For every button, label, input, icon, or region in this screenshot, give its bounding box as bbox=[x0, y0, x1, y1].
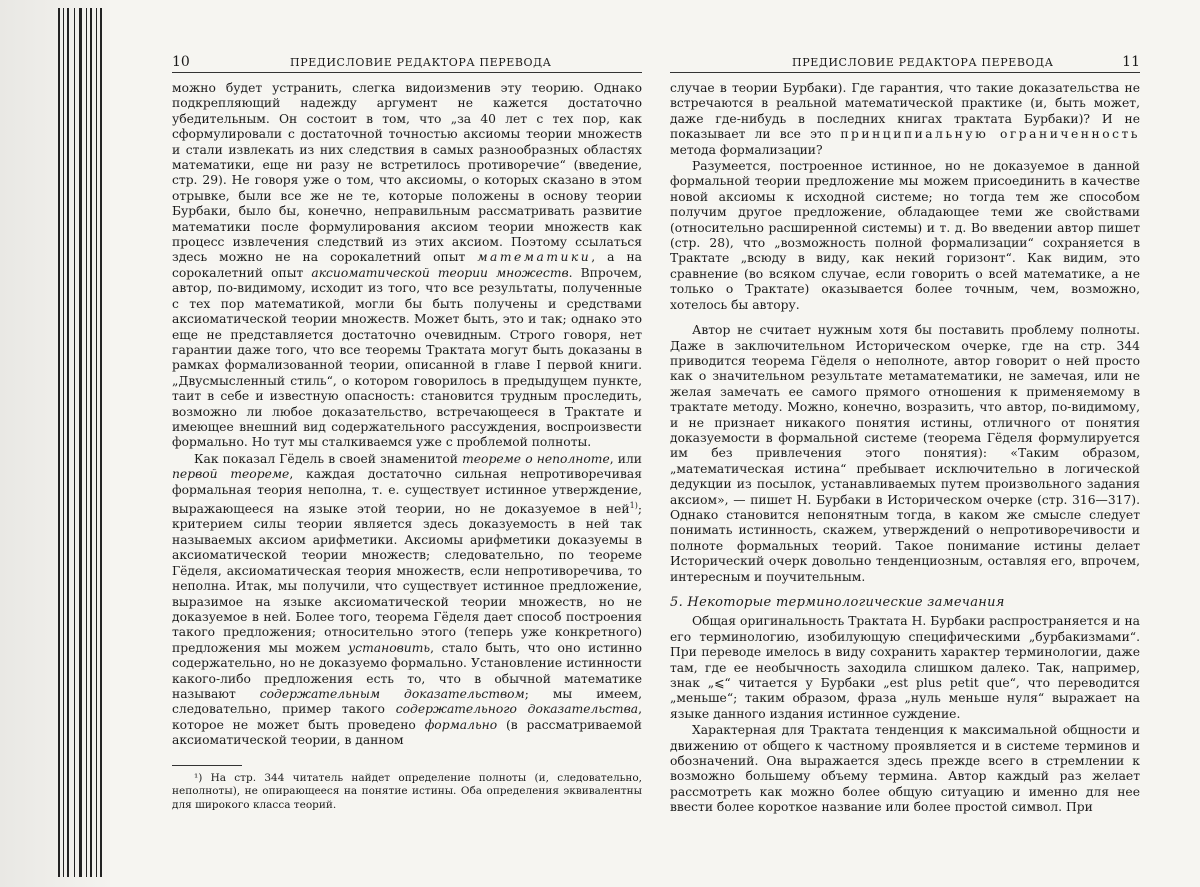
page-number: 11 bbox=[1122, 54, 1140, 70]
paragraph: Общая оригинальность Трактата Н. Бурбаки распространяется и на его терминологию, изобилующую специфическими „бурбакизмами“. При переводе имелось в виду сохранить характер терминологии, даже там, где ее необычность заходила слишком далеко. Так, например, знак „⩽“ читается у Бурбаки „est plus petit que“, что переводится „меньше“; таким образом, фраза „нуль меньше нуля“ выражает на языке данного издания истинное суждение. bbox=[670, 614, 1140, 722]
right-page bbox=[670, 52, 1140, 816]
right-page-header bbox=[670, 52, 1140, 72]
left-page bbox=[172, 52, 642, 812]
paragraph: случае в теории Бурбаки). Где гарантия, что такие доказательства не встречаются в реальной математической практике (и, быть может, даже где-нибудь в последних книгах трактата Бурбаки)? И не показывает ли все это принципиальную ограниченность метода формализации? bbox=[670, 81, 1140, 158]
paragraph: Автор не считает нужным хотя бы поставить проблему полноты. Даже в заключительном Историческом очерке, где на стр. 344 приводится теорема Гёделя о неполноте, автор говорит о ней просто как о значительном результате метаматематики, не замечая, или не желая замечать ее самого прямого отношения к применяемому в трактате методу. Можно, конечно, возразить, что автор, по-видимому, и не признает никакого понятия истины, отличного от понятия доказуемости в формальной системе (теорема Гёделя формулируется им без привлечения этого понятия): «Таким образом, „математическая истина“ пребывает исключительно в логической дедукции из посылок, устанавливаемых путем произвольного задания аксиом», — пишет Н. Бурбаки в Историческом очерке (стр. 316—317). Однако становится непонятным тогда, в каком же смысле следует понимать истинность, скажем, утверждений о непротиворечивости и полноте формальных теорий. Такое понимание истины делает Исторический очерк довольно тенденциозным, оставляя его, впрочем, интересным и поучительным. bbox=[670, 323, 1140, 585]
right-page-body bbox=[670, 81, 1140, 816]
paragraph: Характерная для Трактата тенденция к максимальной общности и движению от общего к частному проявляется и в системе терминов и обозначений. Она выражается здесь прежде всего в стремлении к возможно большему объему термина. Автор каждый раз желает рассмотреть как можно более общую ситуацию и именно для нее ввести более короткое название или более простой символ. При bbox=[670, 723, 1140, 815]
paragraph: Как показал Гёдель в своей знаменитой теореме о неполноте, или первой теореме, каждая достаточно сильная непротиворечивая формальная теория неполна, т. е. существует истинное утверждение, выражающееся на языке этой теории, но не доказуемое в ней1); критерием силы теории является здесь доказуемость в ней так называемых аксиом арифметики. Аксиомы арифметики доказуемы в аксиоматической теории множеств; следовательно, по теореме Гёделя, аксиоматическая теория множеств, если непротиворечива, то неполна. Итак, мы получили, что существует истинное предложение, выразимое на языке аксиоматической теории множеств, но не доказуемое в ней. Более того, теорема Гёделя дает способ построения такого предложения; относительно этого (теперь уже конкретного) предложения мы можем установить, стало быть, что оно истинно содержательно, но не доказуемо формально. Установление истинности какого-либо предложения есть то, что в обычной математике называют содержательным доказательством; мы имеем, следовательно, пример такого содержательного доказательства, которое не может быть проведено формально (в рассматриваемой аксиоматической теории, в данном bbox=[172, 452, 642, 749]
footnote: ¹) На стр. 344 читатель найдет определение полноты (и, следовательно, неполноты), не опирающееся на понятие истины. Оба определения эквивалентны для широкого класса теорий. bbox=[172, 772, 642, 813]
header-rule bbox=[172, 72, 642, 73]
page-number: 10 bbox=[172, 54, 190, 70]
running-head: ПРЕДИСЛОВИЕ РЕДАКТОРА ПЕРЕВОДА bbox=[290, 56, 552, 69]
footnote-rule bbox=[172, 765, 242, 766]
book-binding-edge bbox=[0, 0, 110, 887]
header-rule bbox=[670, 72, 1140, 73]
paragraph: Разумеется, построенное истинное, но не доказуемое в данной формальной теории предложение мы можем присоединить в качестве новой аксиомы к исходной системе; но тогда тем же способом получим другое предложение, обладающее теми же свойствами (относительно расширенной системы) и т. д. Во введении автор пишет (стр. 28), что „возможность полной формализации“ сохраняется в Трактате „всюду в виду, как некий горизонт“. Как видим, это сравнение (во всяком случае, если говорить о всей математике, а не только о Трактате) оказывается более точным, чем, возможно, хотелось бы автору. bbox=[670, 159, 1140, 313]
paragraph: можно будет устранить, слегка видоизменив эту теорию. Однако подкрепляющий надежду аргумент не кажется достаточно убедительным. Он состоит в том, что „за 40 лет с тех пор, как сформулировали с достаточной точностью аксиомы теории множеств и стали извлекать из них следствия в самых разнообразных областях математики, еще ни разу не встретилось противоречие“ (введение, стр. 29). Не говоря уже о том, что аксиомы, о которых сказано в этом отрывке, были все же не те, которые положены в основу теории Бурбаки, было бы, конечно, неправильным рассматривать развитие математики после формулирования аксиом теории множеств как процесс извлечения следствий из этих аксиом. Поэтому ссылаться здесь можно не на сорокалетний опыт математики, а на сорокалетний опыт аксиоматической теории множеств. Впрочем, автор, по-видимому, исходит из того, что все результаты, полученные с тех пор математикой, могли бы быть получены и средствами аксиоматической теории множеств. Может быть, это и так; однако это еще не представляется достаточно очевидным. Строго говоря, нет гарантии даже того, что все теоремы Трактата могут быть доказаны в рамках формализованной теории, описанной в главе I первой книги. „Двусмысленный стиль“, о котором говорилось в предыдущем пункте, таит в себе и известную опасность: становится трудным проследить, возможно ли любое доказательство, встречающееся в Трактате и имеющее внешний вид содержательного рассуждения, воспроизвести формально. Но тут мы сталкиваемся уже с проблемой полноты. bbox=[172, 81, 642, 451]
footnote-marker: 1) bbox=[630, 501, 638, 510]
left-page-body bbox=[172, 81, 642, 749]
running-head: ПРЕДИСЛОВИЕ РЕДАКТОРА ПЕРЕВОДА bbox=[792, 56, 1054, 69]
section-heading: 5. Некоторые терминологические замечания bbox=[670, 595, 1140, 610]
left-page-header bbox=[172, 52, 642, 72]
